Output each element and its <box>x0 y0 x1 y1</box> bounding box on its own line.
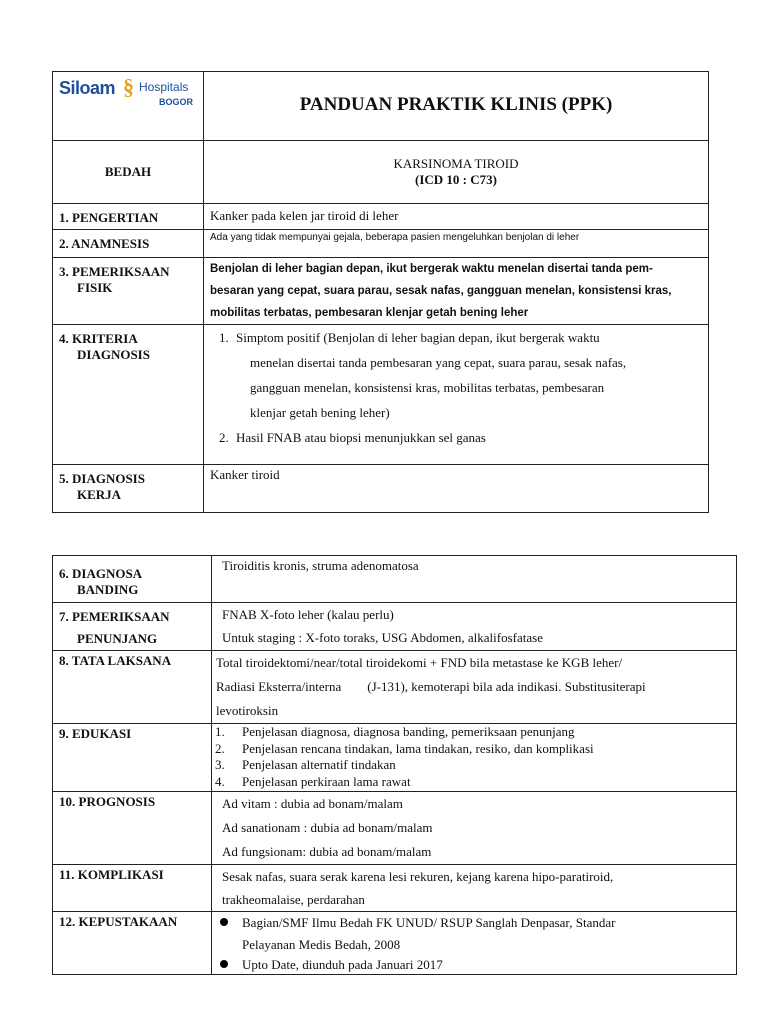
page-title: PANDUAN PRAKTIK KLINIS (PPK) <box>299 94 613 115</box>
text-line: Total tiroidektomi/near/total tiroidekomi + FND bila metastase ke KGB leher/ <box>216 655 623 670</box>
disease-cell <box>204 141 709 204</box>
list-item: 1. Penjelasan diagnosa, diagnosa banding, pemeriksaan penunjang <box>228 724 736 741</box>
text-line: Ad vitam : dubia ad bonam/malam <box>222 796 403 811</box>
list-item: 4. Penjelasan perkiraan lama rawat <box>228 774 736 791</box>
bullet-icon <box>220 960 228 968</box>
anamnesis-value: Ada yang tidak mempunyai gejala, beberapa pasien mengeluhkan benjolan di leher <box>204 230 709 258</box>
text-line: Sesak nafas, suara serak karena lesi rekuren, kejang karena hipo-paratiroid, <box>222 869 614 884</box>
label-line: FISIK <box>77 280 113 295</box>
text-line: levotiroksin <box>216 703 279 718</box>
edukasi-value <box>212 724 737 792</box>
prognosis-label: 10. PROGNOSIS <box>53 792 212 865</box>
disease-name: KARSINOMA TIROID <box>393 156 519 171</box>
diagnosis-kerja-value: Kanker tiroid <box>204 465 709 513</box>
komplikasi-label: 11. KOMPLIKASI <box>53 865 212 912</box>
text-line: menelan disertai tanda pembesaran yang cepat, suara parau, sesak nafas, <box>250 355 627 370</box>
kriteria-list <box>210 325 702 450</box>
pengertian-value: Kanker pada kelen jar tiroid di leher <box>204 204 709 230</box>
pengertian-label: 1. PENGERTIAN <box>53 204 204 230</box>
diagnosa-banding-value: Tiroiditis kronis, struma adenomatosa <box>212 556 737 603</box>
list-item <box>212 956 736 974</box>
siloam-hospitals-logo <box>59 74 199 118</box>
tata-laksana-label: 8. TATA LAKSANA <box>53 651 212 724</box>
label-line: 5. DIAGNOSIS <box>59 471 145 486</box>
ppk-detail-table <box>52 555 737 975</box>
list-item: 2. Hasil FNAB atau biopsi menunjukkan sel ganas <box>232 425 702 450</box>
kriteria-diagnosis-value <box>204 325 709 465</box>
label-line: 7. PEMERIKSAAN <box>59 609 170 624</box>
anamnesis-label: 2. ANAMNESIS <box>53 230 204 258</box>
label-line: DIAGNOSIS <box>77 347 150 362</box>
text-line: gangguan menelan, konsistensi kras, mobilitas terbatas, pembesaran <box>250 380 605 395</box>
text-line: FNAB X-foto leher (kalau perlu) <box>222 607 394 622</box>
text-line: trakheomalaise, perdarahan <box>222 892 365 907</box>
label-line: 6. DIAGNOSA <box>59 566 143 581</box>
text-line: Ad sanationam : dubia ad bonam/malam <box>222 820 433 835</box>
edukasi-label: 9. EDUKASI <box>53 724 212 792</box>
list-item: 2. Penjelasan rencana tindakan, lama tindakan, resiko, dan komplikasi <box>228 741 736 758</box>
prognosis-value <box>212 792 737 865</box>
text-line: klenjar getah bening leher) <box>250 405 390 420</box>
edukasi-list <box>212 724 736 790</box>
logo-mark-icon: § <box>123 74 134 99</box>
logo-city: BOGOR <box>159 97 194 107</box>
text-line: Upto Date, diunduh pada Januari 2017 <box>242 957 443 972</box>
text-line: mobilitas terbatas, pembesaran klenjar getah bening leher <box>210 307 529 319</box>
logo-suffix: Hospitals <box>139 80 189 94</box>
kepustakaan-label: 12. KEPUSTAKAAN <box>53 912 212 975</box>
text-line: 1. Simptom positif (Benjolan di leher bagian depan, ikut bergerak waktu <box>236 330 600 345</box>
label-line: KERJA <box>77 487 122 502</box>
ppk-header-table <box>52 71 709 513</box>
text-line: Pelayanan Medis Bedah, 2008 <box>242 937 401 952</box>
pemeriksaan-penunjang-value <box>212 603 737 651</box>
list-item <box>232 325 702 425</box>
kepustakaan-value <box>212 912 737 975</box>
text-line: Bagian/SMF Ilmu Bedah FK UNUD/ RSUP Sanglah Denpasar, Standar <box>242 915 616 930</box>
text-line: Radiasi Eksterra/interna (J-131), kemoterapi bila ada indikasi. Substitusiterapi <box>216 679 646 694</box>
list-item <box>212 912 736 956</box>
reference-list <box>212 912 736 974</box>
icd-code: (ICD 10 : C73) <box>415 172 497 187</box>
department-label: BEDAH <box>104 164 152 179</box>
label-line: PENUNJANG <box>77 631 158 646</box>
diagnosis-kerja-label <box>53 465 204 513</box>
bullet-icon <box>220 918 228 926</box>
komplikasi-value <box>212 865 737 912</box>
label-line: 3. PEMERIKSAAN <box>59 264 170 279</box>
diagnosa-banding-label <box>53 556 212 603</box>
text-line: besaran yang cepat, suara parau, sesak nafas, gangguan menelan, konsistensi kras, <box>210 285 672 297</box>
pemeriksaan-penunjang-label <box>53 603 212 651</box>
text-line: Ad fungsionam: dubia ad bonam/malam <box>222 844 432 859</box>
label-line: 4. KRITERIA <box>59 331 138 346</box>
list-item: 3. Penjelasan alternatif tindakan <box>228 757 736 774</box>
pemeriksaan-fisik-value <box>204 258 709 325</box>
text-line: Benjolan di leher bagian depan, ikut bergerak waktu menelan disertai tanda pem- <box>210 263 653 275</box>
logo-cell <box>53 72 204 141</box>
title-cell <box>204 72 709 141</box>
pemeriksaan-fisik-label <box>53 258 204 325</box>
label-line: BANDING <box>77 582 139 597</box>
text-line: Untuk staging : X-foto toraks, USG Abdomen, alkalifosfatase <box>222 630 543 645</box>
logo-brand: Siloam <box>59 78 116 98</box>
tata-laksana-value <box>212 651 737 724</box>
kriteria-diagnosis-label <box>53 325 204 465</box>
department-cell <box>53 141 204 204</box>
